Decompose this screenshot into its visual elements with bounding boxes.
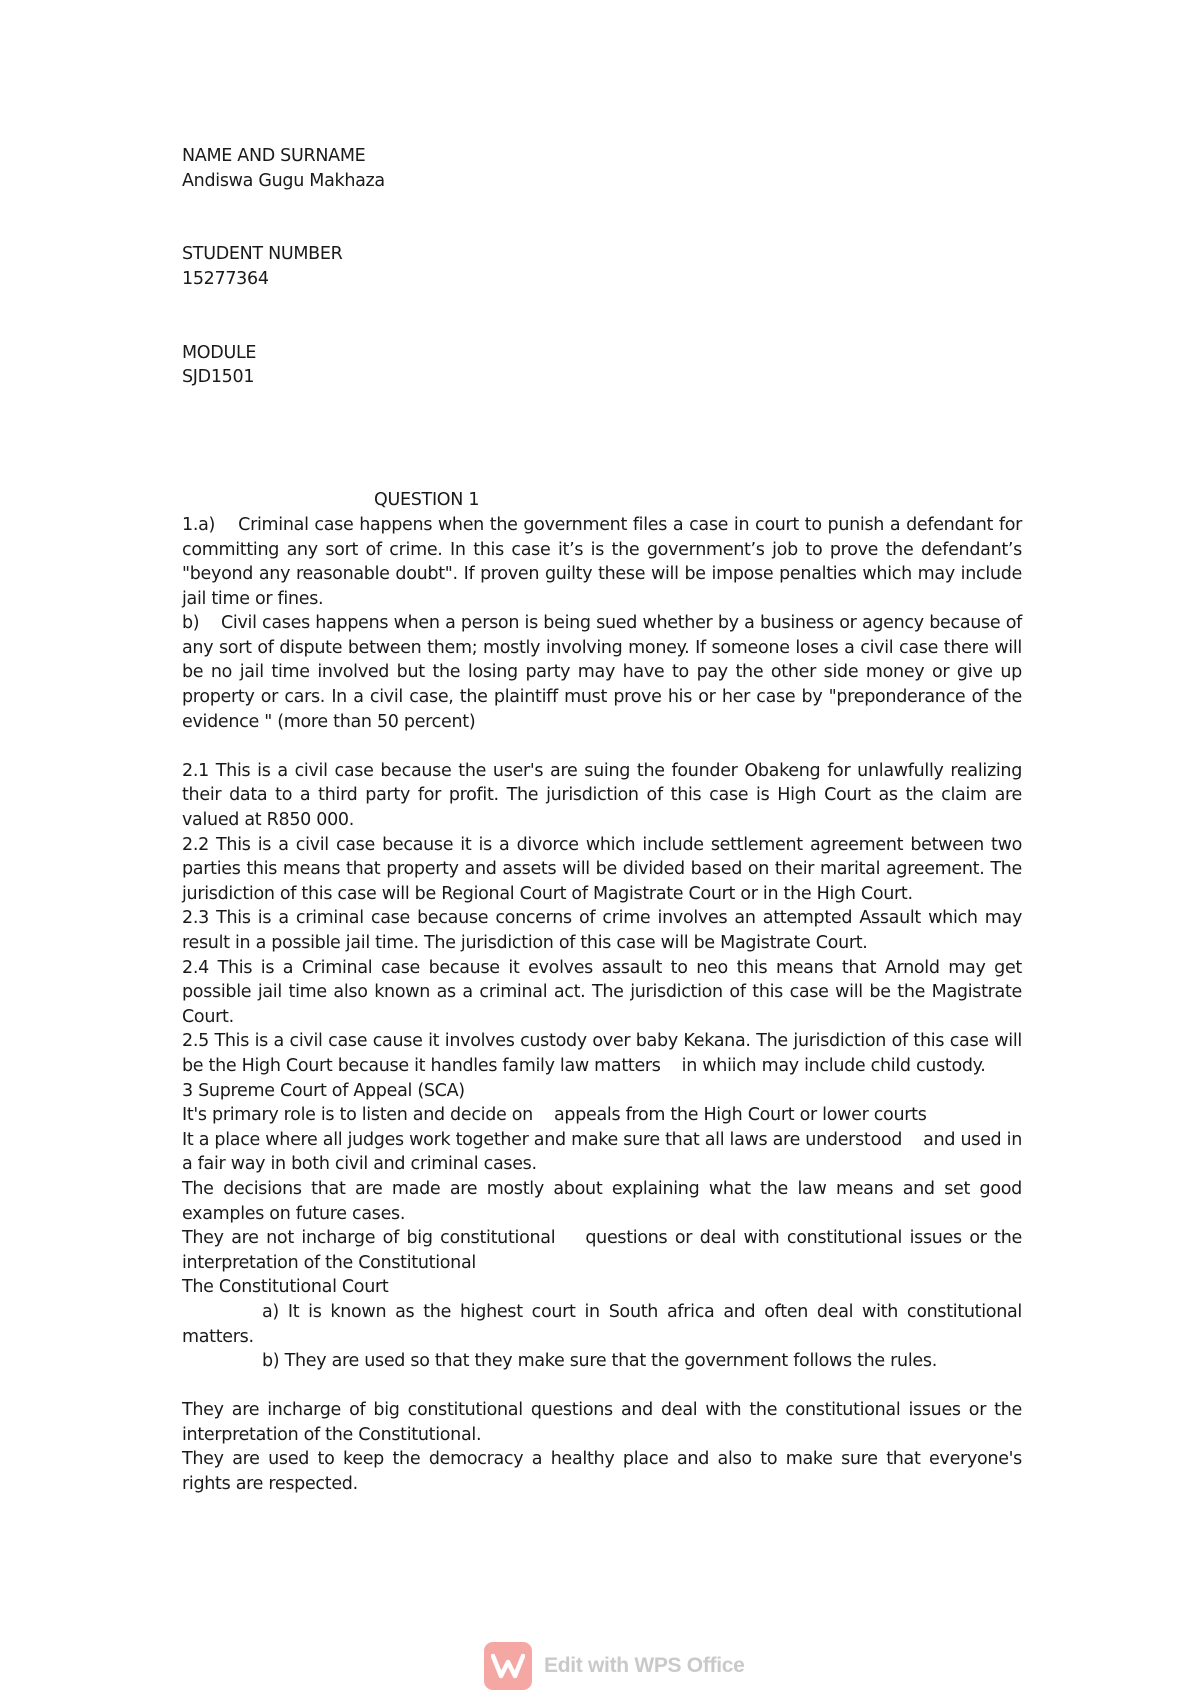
- paragraph-2-2: 2.2 This is a civil case because it is a divorce which include settlement agreement between two parties this means that property and assets will be divided based on their marital agreement. The jurisdiction of this case will be Regional Court of Magistrate Court or in the High Court.: [182, 834, 1022, 904]
- paragraph-2-4: 2.4 This is a Criminal case because it evolves assault to neo this means that Arnold may get possible jail time also known as a criminal act. The jurisdiction of this case will be the Magistrate Court.: [182, 957, 1022, 1027]
- section-3-line-1: It's primary role is to listen and decide on appeals from the High Court or lower courts: [182, 1105, 927, 1126]
- student-number-value: 15277364: [182, 268, 269, 289]
- constitutional-court-title: The Constitutional Court: [182, 1277, 389, 1298]
- name-label: NAME AND SURNAME: [182, 146, 366, 166]
- question-title: QUESTION 1: [374, 490, 480, 511]
- student-number-label: STUDENT NUMBER: [182, 244, 343, 265]
- constitutional-court-a: a) It is known as the highest court in South africa and often deal with constitutional matters.: [182, 1301, 1022, 1347]
- watermark-text: Edit with WPS Office: [544, 1654, 745, 1677]
- wps-watermark: [484, 1641, 745, 1691]
- module-value: SJD1501: [182, 367, 255, 388]
- paragraph-2-1: 2.1 This is a civil case because the user's are suing the founder Obakeng for unlawfully realizing their data to a third party for profit. The jurisdiction of this case is High Court as the claim are valued at R850 000.: [182, 760, 1022, 831]
- constitutional-court-c: They are incharge of big constitutional questions and deal with the constitutional issues or the interpretation of the Constitutional.: [182, 1400, 1022, 1445]
- paragraph-2-3: 2.3 This is a criminal case because concerns of crime involves an attempted Assault which may result in a possible jail time. The jurisdiction of this case will be Magistrate Court.: [182, 908, 1022, 954]
- paragraph-2-5: 2.5 This is a civil case cause it involves custody over baby Kekana. The jurisdiction of this case will be the High Court because it handles family law matters in whiich may include child custody.: [182, 1031, 1028, 1076]
- constitutional-court-d: They are used to keep the democracy a healthy place and also to make sure that everyone's rights are respected.: [182, 1449, 1022, 1495]
- section-3-line-4: They are not incharge of big constitutional questions or deal with constitutional issues or the interpretation of the Constitutional: [182, 1228, 1028, 1273]
- document-body: [182, 144, 1028, 1497]
- section-3-line-3: The decisions that are made are mostly about explaining what the law means and set good examples on future cases.: [182, 1178, 1022, 1224]
- section-3-line-2: It a place where all judges work together and make sure that all laws are understood and used in a fair way in both civil and criminal cases.: [182, 1129, 1028, 1175]
- paragraph-1a: 1.a) Criminal case happens when the government files a case in court to punish a defendant for committing any sort of crime. In this case it’s is the government’s job to prove the defendant’s "beyond any reasonable doubt". If proven guilty these will be impose penalties which may include jail time or fines.: [182, 514, 1028, 609]
- name-value: Andiswa Gugu Makhaza: [182, 170, 385, 191]
- wps-logo-icon: [484, 1642, 532, 1690]
- constitutional-court-b: b) They are used so that they make sure that the government follows the rules.: [262, 1351, 937, 1372]
- module-label: MODULE: [182, 342, 257, 363]
- section-3-title: 3 Supreme Court of Appeal (SCA): [182, 1080, 465, 1101]
- paragraph-1b: b) Civil cases happens when a person is being sued whether by a business or agency because of any sort of dispute between them; mostly involving money. If someone loses a civil case there will be no jail time involved but the losing party may have to pay the other side money or give up property or cars. In a civil case, the plaintiff must prove his or her case by "preponderance of the evidence " (more than 50 percent): [182, 613, 1028, 732]
